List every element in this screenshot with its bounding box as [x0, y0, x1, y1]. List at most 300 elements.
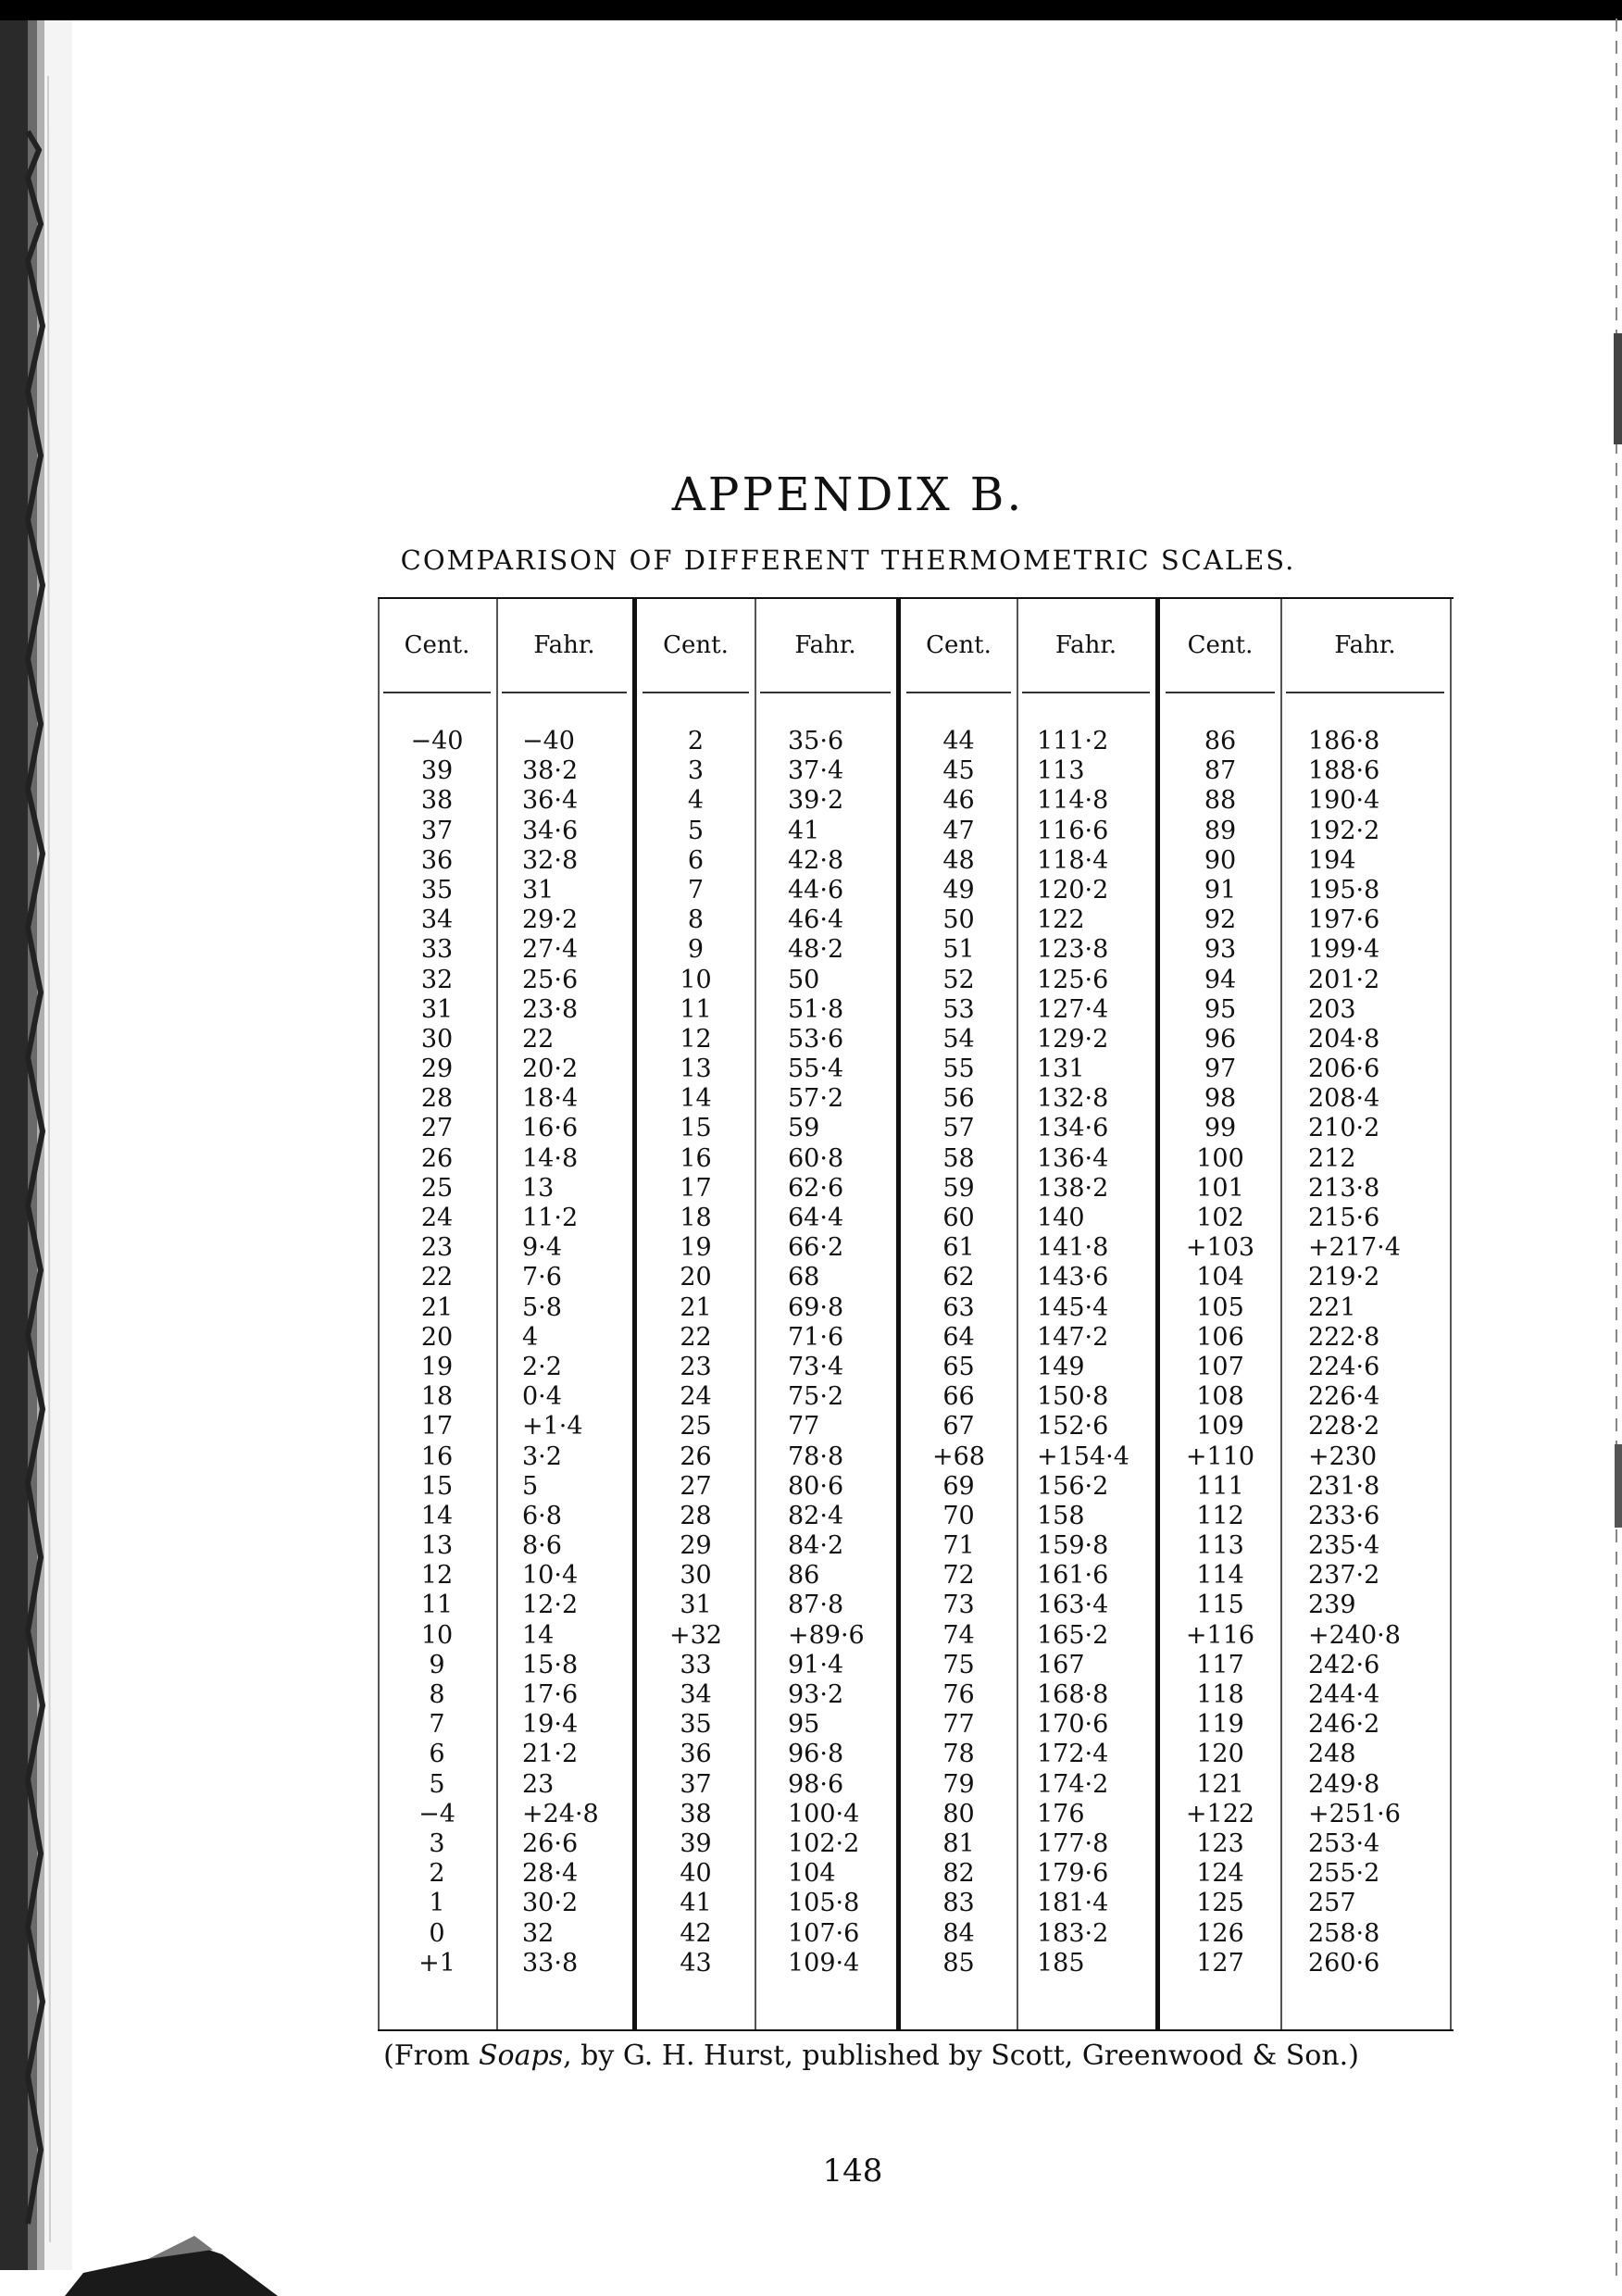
table-cell: 190·4: [1308, 786, 1380, 816]
table-cell: 208·4: [1308, 1084, 1380, 1114]
table-cell: 48·2: [788, 935, 844, 965]
table-cell: 37: [420, 816, 454, 845]
table-cell: 106: [1196, 1322, 1244, 1352]
table-cell: 66: [942, 1382, 975, 1412]
table-cell: 4: [522, 1322, 539, 1352]
table-cell: 129·2: [1037, 1024, 1109, 1054]
table-cell: −40: [522, 727, 575, 755]
table-cell: 36·4: [522, 786, 579, 816]
table-cell: 41: [788, 816, 820, 845]
column-values: [496, 727, 632, 1978]
table-cell: 64: [942, 1322, 975, 1352]
table-cell: 62·6: [788, 1173, 844, 1203]
table-cell: +32: [669, 1620, 722, 1650]
header-rule: [1286, 692, 1444, 693]
column-header: Fahr.: [1334, 631, 1396, 659]
table-cell: +68: [932, 1441, 985, 1471]
table-cell: 84: [942, 1918, 975, 1948]
table-cell: 74: [942, 1620, 975, 1650]
table-cell: 32·8: [522, 845, 579, 875]
table-cell: 15·8: [522, 1650, 579, 1679]
table-cell: 95: [788, 1710, 820, 1740]
header-rule: [760, 692, 891, 693]
table-cell: 85: [942, 1948, 975, 1978]
table-cell: 161·6: [1037, 1561, 1109, 1591]
table-cell: 20·2: [522, 1054, 579, 1084]
table-cell: 115: [1196, 1591, 1244, 1620]
table-cell: 63: [942, 1292, 975, 1322]
table-cell: 80·6: [788, 1471, 844, 1501]
table-cell: 121: [1196, 1769, 1244, 1799]
table-cell: 18: [680, 1204, 712, 1232]
column-fahr-2: [755, 599, 896, 2029]
table-cell: 81: [942, 1828, 975, 1858]
table-cell: 55: [942, 1054, 975, 1084]
table-cell: 9·4: [522, 1233, 562, 1263]
header-rule: [906, 692, 1011, 693]
table-cell: 134·6: [1037, 1114, 1109, 1143]
table-cell: 70: [942, 1501, 975, 1530]
table-cell: 40: [680, 1859, 712, 1889]
column-cent-2: [637, 599, 755, 2029]
table-cell: 100: [1196, 1143, 1244, 1173]
table-cell: +24·8: [522, 1799, 599, 1828]
table-caption: COMPARISON OF DIFFERENT THERMOMETRIC SCALES.: [400, 544, 1296, 576]
table-cell: +217·4: [1308, 1233, 1401, 1263]
table-cell: 194: [1308, 845, 1356, 875]
table-cell: 17: [680, 1173, 712, 1203]
table-cell: 132·8: [1037, 1084, 1109, 1114]
column-fahr-4: [1280, 599, 1450, 2029]
table-cell: 13: [522, 1173, 555, 1203]
table-cell: 104: [1196, 1263, 1244, 1292]
table-cell: 12: [420, 1561, 454, 1591]
table-cell: 47: [942, 816, 975, 845]
table-cell: 107·6: [788, 1918, 860, 1948]
table-cell: 7: [687, 875, 705, 905]
citation-suffix: , by G. H. Hurst, published by Scott, Greenwood & Son.): [563, 2040, 1359, 2072]
table-cell: 34: [420, 905, 454, 935]
page-right-edge: [1611, 19, 1622, 2277]
table-cell: 219·2: [1308, 1263, 1380, 1292]
table-cell: 12·2: [522, 1591, 579, 1620]
table-cell: 16: [680, 1143, 712, 1173]
table-cell: 72: [942, 1561, 975, 1591]
table-cell: 44: [942, 727, 975, 755]
table-cell: 41: [680, 1889, 712, 1918]
table-cell: 33: [680, 1650, 712, 1679]
table-cell: 2: [429, 1859, 445, 1889]
table-cell: +1·4: [522, 1412, 583, 1441]
table-cell: 69·8: [788, 1292, 844, 1322]
table-cell: 18·4: [522, 1084, 579, 1114]
table-cell: 260·6: [1308, 1948, 1380, 1978]
table-cell: 35·6: [788, 727, 844, 755]
header-rule: [1166, 692, 1275, 693]
table-cell: 27: [420, 1114, 454, 1143]
table-cell: 44·6: [788, 875, 844, 905]
table-cell: 159·8: [1037, 1531, 1109, 1561]
table-cell: 43: [680, 1948, 712, 1978]
table-cell: 123: [1196, 1828, 1244, 1858]
table-cell: 14: [680, 1084, 712, 1114]
table-cell: 206·6: [1308, 1054, 1380, 1084]
table-cell: 16·6: [522, 1114, 579, 1143]
table-cell: 19: [420, 1352, 454, 1381]
table-cell: 174·2: [1037, 1769, 1109, 1799]
table-cell: 199·4: [1308, 935, 1380, 965]
table-cell: 235·4: [1308, 1531, 1380, 1561]
table-cell: 22: [420, 1263, 454, 1292]
table-cell: 18: [420, 1382, 454, 1412]
table-cell: 158: [1037, 1501, 1085, 1530]
table-cell: 42: [680, 1918, 712, 1948]
table-cell: 53·6: [788, 1024, 844, 1054]
table-cell: 52: [942, 965, 975, 994]
table-cell: 64·4: [788, 1204, 844, 1232]
column-values: [1280, 727, 1450, 1978]
table-cell: 25·6: [522, 965, 579, 994]
table-cell: 20: [680, 1263, 712, 1292]
table-cell: 77: [942, 1710, 975, 1740]
table-cell: 3·2: [522, 1441, 562, 1471]
table-cell: 9: [429, 1650, 445, 1679]
table-cell: 19: [680, 1233, 712, 1263]
column-header: Cent.: [1187, 631, 1254, 659]
table-cell: 54: [942, 1024, 975, 1054]
column-fahr-3: [1017, 599, 1155, 2029]
table-cell: 257: [1308, 1889, 1356, 1918]
table-cell: 60·8: [788, 1143, 844, 1173]
table-cell: 93·2: [788, 1680, 844, 1709]
table-cell: 165·2: [1037, 1620, 1109, 1650]
table-cell: 29: [420, 1054, 454, 1084]
table-cell: 57·2: [788, 1084, 844, 1114]
table-cell: 33: [420, 935, 454, 965]
table-cell: 23·8: [522, 994, 579, 1024]
table-cell: 14: [420, 1501, 454, 1530]
table-cell: 79: [942, 1769, 975, 1799]
table-cell: 76: [942, 1680, 975, 1709]
table-cell: 204·8: [1308, 1024, 1380, 1054]
table-cell: 181·4: [1037, 1889, 1109, 1918]
table-cell: 9: [687, 935, 705, 965]
table-cell: 36: [680, 1740, 712, 1769]
table-cell: 5·8: [522, 1292, 562, 1322]
table-cell: 3: [687, 756, 705, 786]
table-cell: 6: [429, 1740, 445, 1769]
column-header: Fahr.: [533, 631, 595, 659]
page-title: APPENDIX B.: [671, 468, 1025, 521]
table-cell: 48: [942, 845, 975, 875]
table-cell: 88: [1204, 786, 1237, 816]
table-cell: 113: [1196, 1531, 1244, 1561]
table-cell: 89: [1204, 816, 1237, 845]
table-cell: 82·4: [788, 1501, 844, 1530]
table-cell: 37·4: [788, 756, 844, 786]
table-cell: 195·8: [1308, 875, 1380, 905]
table-cell: 125: [1196, 1889, 1244, 1918]
table-cell: 26·6: [522, 1828, 579, 1858]
scan-top-border: [0, 0, 1622, 20]
table-cell: 25: [420, 1173, 454, 1203]
table-cell: 25: [680, 1412, 712, 1441]
table-cell: 51: [942, 935, 975, 965]
table-cell: 7·6: [522, 1263, 562, 1292]
table-cell: 21: [680, 1292, 712, 1322]
table-cell: 7: [429, 1710, 445, 1740]
table-cell: 186·8: [1308, 727, 1380, 755]
table-cell: 145·4: [1037, 1292, 1109, 1322]
table-cell: 39·2: [788, 786, 844, 816]
table-cell: 140: [1037, 1204, 1085, 1232]
table-cell: 75: [942, 1650, 975, 1679]
table-cell: +230: [1308, 1441, 1378, 1471]
table-cell: 1: [429, 1889, 445, 1918]
table-cell: 26: [420, 1143, 454, 1173]
table-cell: 6·8: [522, 1501, 562, 1530]
table-cell: 21: [420, 1292, 454, 1322]
table-cell: 78·8: [788, 1441, 844, 1471]
table-cell: 73: [942, 1591, 975, 1620]
table-cell: 127·4: [1037, 994, 1109, 1024]
table-cell: 108: [1196, 1382, 1244, 1412]
column-values: [1160, 727, 1280, 1978]
header-rule: [383, 692, 491, 693]
table-cell: 4: [687, 786, 705, 816]
table-cell: 168·8: [1037, 1680, 1109, 1709]
table-cell: 75·2: [788, 1382, 844, 1412]
table-cell: 82: [942, 1859, 975, 1889]
column-values: [755, 727, 896, 1978]
table-cell: 91: [1204, 875, 1237, 905]
table-cell: 177·8: [1037, 1828, 1109, 1858]
table-cell: 23: [420, 1233, 454, 1263]
table-cell: +116: [1185, 1620, 1255, 1650]
table-cell: 38: [420, 786, 454, 816]
table-cell: 0: [429, 1918, 445, 1948]
table-cell: 122: [1037, 905, 1085, 935]
table-cell: 28·4: [522, 1859, 579, 1889]
table-cell: 90: [1204, 845, 1237, 875]
table-cell: 33·8: [522, 1948, 579, 1978]
table-cell: 23: [680, 1352, 712, 1381]
table-cell: 123·8: [1037, 935, 1109, 965]
table-cell: 143·6: [1037, 1263, 1109, 1292]
table-cell: 5: [522, 1471, 539, 1501]
table-cell: 27·4: [522, 935, 579, 965]
table-cell: −40: [410, 727, 464, 755]
table-cell: +122: [1185, 1799, 1255, 1828]
table-cell: 120·2: [1037, 875, 1109, 905]
table-cell: 114: [1196, 1561, 1244, 1591]
table-cell: 150·8: [1037, 1382, 1109, 1412]
table-cell: 11·2: [522, 1204, 579, 1232]
table-cell: 2·2: [522, 1352, 562, 1381]
table-cell: 24: [420, 1204, 454, 1232]
table-cell: 87·8: [788, 1591, 844, 1620]
table-cell: 30: [680, 1561, 712, 1591]
table-cell: 29·2: [522, 905, 579, 935]
column-header: Cent.: [663, 631, 729, 659]
table-cell: 3: [429, 1828, 445, 1858]
table-cell: 86: [1204, 727, 1237, 755]
table-cell: 13: [680, 1054, 712, 1084]
table-cell: 62: [942, 1263, 975, 1292]
table-cell: 0·4: [522, 1382, 562, 1412]
table-cell: 111·2: [1037, 727, 1109, 755]
column-header: Cent.: [404, 631, 470, 659]
table-cell: 221: [1308, 1292, 1356, 1322]
table-cell: 105·8: [788, 1889, 860, 1918]
table-cell: 39: [420, 756, 454, 786]
table-cell: 50: [942, 905, 975, 935]
source-citation: [0, 2040, 1622, 2072]
table-cell: 2: [687, 727, 705, 755]
table-cell: 102: [1196, 1204, 1244, 1232]
table-cell: 96: [1204, 1024, 1237, 1054]
book-binding-edge: [0, 20, 72, 2270]
table-cell: 57: [942, 1114, 975, 1143]
table-cell: 21·2: [522, 1740, 579, 1769]
table-cell: 12: [680, 1024, 712, 1054]
table-cell: 246·2: [1308, 1710, 1380, 1740]
column-header: Fahr.: [1054, 631, 1117, 659]
table-cell: 197·6: [1308, 905, 1380, 935]
table-cell: 69: [942, 1471, 975, 1501]
table-cell: 91·4: [788, 1650, 844, 1679]
table-cell: 109: [1196, 1412, 1244, 1441]
table-cell: 45: [942, 756, 975, 786]
table-cell: 84·2: [788, 1531, 844, 1561]
table-cell: 141·8: [1037, 1233, 1109, 1263]
column-cent-4: [1160, 599, 1280, 2029]
table-cell: 50: [788, 965, 820, 994]
table-cell: 53: [942, 994, 975, 1024]
table-cell: 212: [1308, 1143, 1356, 1173]
table-cell: 163·4: [1037, 1591, 1109, 1620]
table-right-rule: [1450, 599, 1452, 2029]
table-cell: 10·4: [522, 1561, 579, 1591]
table-cell: 96·8: [788, 1740, 844, 1769]
table-cell: 28: [680, 1501, 712, 1530]
table-cell: 10: [680, 965, 712, 994]
column-header: Cent.: [926, 631, 992, 659]
table-cell: 17: [420, 1412, 454, 1441]
table-cell: 66·2: [788, 1233, 844, 1263]
table-cell: 13: [420, 1531, 454, 1561]
table-cell: 78: [942, 1740, 975, 1769]
table-cell: 55·4: [788, 1054, 844, 1084]
table-cell: +154·4: [1037, 1441, 1129, 1471]
table-cell: 114·8: [1037, 786, 1109, 816]
table-cell: 149: [1037, 1352, 1085, 1381]
table-cell: +89·6: [788, 1620, 865, 1650]
column-values: [378, 727, 496, 1978]
table-cell: 16: [420, 1441, 454, 1471]
table-cell: 147·2: [1037, 1322, 1109, 1352]
table-cell: 118: [1196, 1680, 1244, 1709]
table-cell: 32: [522, 1918, 555, 1948]
table-cell: 38·2: [522, 756, 579, 786]
table-cell: 15: [680, 1114, 712, 1143]
table-cell: 222·8: [1308, 1322, 1380, 1352]
table-cell: 37: [680, 1769, 712, 1799]
table-cell: 39: [680, 1828, 712, 1858]
column-fahr-1: [496, 599, 632, 2029]
table-cell: 29: [680, 1531, 712, 1561]
table-cell: 109·4: [788, 1948, 860, 1978]
table-cell: 98·6: [788, 1769, 844, 1799]
table-cell: 179·6: [1037, 1859, 1109, 1889]
table-cell: 46: [942, 786, 975, 816]
table-cell: 5: [429, 1769, 445, 1799]
table-cell: 56: [942, 1084, 975, 1114]
table-cell: 152·6: [1037, 1412, 1109, 1441]
table-cell: 125·6: [1037, 965, 1109, 994]
table-cell: 117: [1196, 1650, 1244, 1679]
table-cell: 19·4: [522, 1710, 579, 1740]
table-cell: 104: [788, 1859, 836, 1889]
table-cell: 22: [680, 1322, 712, 1352]
table-cell: 65: [942, 1352, 975, 1381]
table-cell: 94: [1204, 965, 1237, 994]
table-cell: 244·4: [1308, 1680, 1380, 1709]
table-cell: −4: [418, 1799, 455, 1828]
table-cell: +103: [1185, 1233, 1255, 1263]
table-cell: 36: [420, 845, 454, 875]
table-cell: 24: [680, 1382, 712, 1412]
table-cell: 49: [942, 875, 975, 905]
table-cell: 156·2: [1037, 1471, 1109, 1501]
table-cell: 68: [788, 1263, 820, 1292]
table-cell: 131: [1037, 1054, 1085, 1084]
table-cell: 239: [1308, 1591, 1356, 1620]
table-cell: 210·2: [1308, 1114, 1380, 1143]
table-cell: +110: [1185, 1441, 1255, 1471]
table-cell: 27: [680, 1471, 712, 1501]
table-cell: 253·4: [1308, 1828, 1380, 1858]
table-cell: 255·2: [1308, 1859, 1380, 1889]
table-cell: 87: [1204, 756, 1237, 786]
table-cell: 107: [1196, 1352, 1244, 1381]
column-values: [1017, 727, 1155, 1978]
table-cell: 58: [942, 1143, 975, 1173]
table-cell: 60: [942, 1204, 975, 1232]
table-cell: 215·6: [1308, 1204, 1380, 1232]
table-cell: 30: [420, 1024, 454, 1054]
table-cell: 22: [522, 1024, 555, 1054]
table-cell: 46·4: [788, 905, 844, 935]
table-cell: 119: [1196, 1710, 1244, 1740]
table-cell: 15: [420, 1471, 454, 1501]
table-cell: 226·4: [1308, 1382, 1380, 1412]
table-cell: 172·4: [1037, 1740, 1109, 1769]
table-cell: 93: [1204, 935, 1237, 965]
table-cell: 30·2: [522, 1889, 579, 1918]
table-cell: 26: [680, 1441, 712, 1471]
table-cell: 258·8: [1308, 1918, 1380, 1948]
table-cell: 192·2: [1308, 816, 1380, 845]
table-cell: 34: [680, 1680, 712, 1709]
table-cell: 6: [687, 845, 705, 875]
table-cell: 61: [942, 1233, 975, 1263]
table-cell: 8·6: [522, 1531, 562, 1561]
table-cell: 136·4: [1037, 1143, 1109, 1173]
table-cell: 98: [1204, 1084, 1237, 1114]
table-cell: 249·8: [1308, 1769, 1380, 1799]
table-cell: 34·6: [522, 816, 579, 845]
